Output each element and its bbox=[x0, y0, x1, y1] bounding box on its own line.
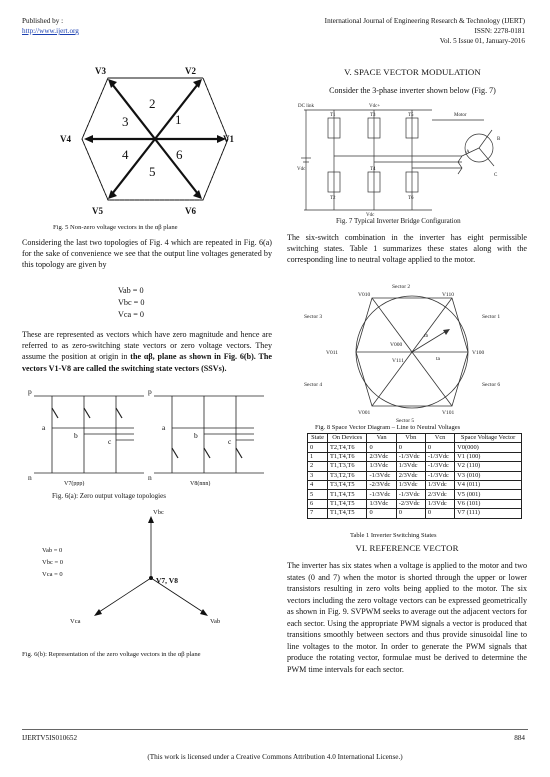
fig5-sector-2: 2 bbox=[149, 96, 156, 111]
fig8-v011: V011 bbox=[326, 350, 339, 356]
table-row bbox=[308, 471, 522, 480]
fig7-label-t4: T4 bbox=[370, 167, 376, 172]
header-publisher: Published by : bbox=[22, 17, 64, 25]
fig6a-label-n2: n bbox=[148, 473, 152, 482]
fig6a-label-n1: n bbox=[28, 473, 32, 482]
cell: -1/3Vdc bbox=[425, 452, 454, 461]
fig7-label-t3: T3 bbox=[370, 113, 376, 118]
equation-vab: Vab = 0 bbox=[118, 286, 144, 295]
cell: 1/3Vdc bbox=[396, 480, 425, 489]
fig8-sector-3: Sector 3 bbox=[304, 314, 323, 320]
fig8-v010: V010 bbox=[358, 292, 371, 298]
cell: V4 (011) bbox=[455, 480, 522, 489]
fig8-sector-5: Sector 5 bbox=[396, 418, 415, 424]
fig6b-zero-vector-diagram bbox=[20, 506, 270, 646]
cell: V6 (101) bbox=[455, 499, 522, 508]
cell: T1,T4,T5 bbox=[328, 490, 367, 499]
cell: 0 bbox=[396, 443, 425, 452]
fig6b-vab: Vab = 0 bbox=[42, 547, 63, 554]
table-row bbox=[308, 443, 522, 452]
fig8-v110: V110 bbox=[442, 292, 455, 298]
fig5-sector-1: 1 bbox=[175, 112, 182, 127]
cell: 1/3Vdc bbox=[425, 499, 454, 508]
fig8-tb: tb bbox=[424, 333, 429, 339]
fig8-sector-2: Sector 2 bbox=[392, 284, 411, 290]
cell: 1/3Vdc bbox=[367, 462, 396, 471]
cell: T3,T4,T5 bbox=[328, 480, 367, 489]
cell: 0 bbox=[425, 509, 454, 518]
table-header-vcn: Vcn bbox=[425, 434, 454, 443]
cell: T2,T4,T6 bbox=[328, 443, 367, 452]
fig5-sector-3: 3 bbox=[122, 114, 129, 129]
fig8-v000: V000 bbox=[390, 342, 403, 348]
table-row bbox=[308, 452, 522, 461]
fig6b-axis-left: Vca bbox=[70, 618, 81, 625]
fig7-label-t2: T2 bbox=[330, 196, 336, 201]
fig8-sector-6: Sector 6 bbox=[482, 382, 501, 388]
cell: 2/3Vdc bbox=[367, 452, 396, 461]
table-header-vector: Space Voltage Vector bbox=[455, 434, 522, 443]
table-header-devices: On Devices bbox=[328, 434, 367, 443]
fig6a-label-a2: a bbox=[162, 423, 166, 432]
cell: 4 bbox=[308, 480, 328, 489]
fig5-label-v5: V5 bbox=[92, 206, 103, 216]
cell: 5 bbox=[308, 490, 328, 499]
footer-divider bbox=[22, 729, 528, 730]
fig6a-label-p1: p bbox=[28, 388, 32, 396]
equation-vbc: Vbc = 0 bbox=[118, 298, 145, 307]
cell: 7 bbox=[308, 509, 328, 518]
cell: T3,T2,T6 bbox=[328, 471, 367, 480]
table-row bbox=[308, 499, 522, 508]
table-header-state: State bbox=[308, 434, 328, 443]
cell: -1/3Vdc bbox=[396, 452, 425, 461]
fig7-label-motor: Motor bbox=[454, 113, 467, 118]
fig8-sector-1: Sector 1 bbox=[482, 314, 501, 320]
table-row bbox=[308, 490, 522, 499]
table-row bbox=[308, 462, 522, 471]
cell: T1,T4,T6 bbox=[328, 452, 367, 461]
fig5-label-v2: V2 bbox=[185, 66, 196, 76]
fig6a-topologies-diagram bbox=[24, 388, 274, 486]
fig5-sector-6: 6 bbox=[176, 147, 183, 162]
cell: 0 bbox=[425, 443, 454, 452]
table-header-vbn: Vbn bbox=[396, 434, 425, 443]
fig8-v100: V100 bbox=[472, 350, 485, 356]
fig5-sector-4: 4 bbox=[122, 147, 129, 162]
cell: 2 bbox=[308, 462, 328, 471]
fig5-label-v4: V4 bbox=[60, 134, 71, 144]
table-row bbox=[308, 509, 522, 518]
switching-states-table bbox=[307, 433, 522, 519]
cell: V2 (110) bbox=[455, 462, 522, 471]
right-paragraph-1: The six-switch combination in the inverter has eight permissible switching states. Table 1 summarizes these states along with the corresponding line to neutral voltage applied to the motor. bbox=[287, 233, 527, 265]
cell: 0 bbox=[367, 509, 396, 518]
fig6b-axis-right: Vab bbox=[210, 618, 221, 625]
left-paragraph-2a: These are represented as vectors which have zero magnitude and hence are referred to as zero-switching state vectors or zero voltage vectors. They assume the position at origin in bbox=[22, 330, 272, 362]
fig6a-label-v7: V7(ppp) bbox=[64, 481, 85, 486]
fig6b-axis-top: Vbc bbox=[153, 509, 164, 516]
fig5-label-v1: V1 bbox=[223, 134, 234, 144]
cell: V0(000) bbox=[455, 443, 522, 452]
fig7-label-a: A bbox=[466, 150, 470, 155]
footer-paper-id: IJERTV5IS010652 bbox=[22, 734, 78, 742]
equation-vca: Vca = 0 bbox=[118, 310, 144, 319]
left-paragraph-2b: the αβ, plane as shown in Fig. 6(b). The vectors V1-V8 are called the switching state vectors (SSVs). bbox=[22, 352, 272, 373]
left-paragraph-2 bbox=[22, 329, 272, 374]
cell: 2/3Vdc bbox=[425, 490, 454, 499]
table-header-van: Van bbox=[367, 434, 396, 443]
fig6a-label-c2: c bbox=[228, 437, 232, 446]
fig8-v111: V111 bbox=[392, 358, 404, 364]
fig7-label-dclink: DC link bbox=[298, 104, 314, 109]
fig5-hexagon-diagram bbox=[60, 64, 250, 224]
cell: T1,T4,T5 bbox=[328, 509, 367, 518]
cell: 3 bbox=[308, 471, 328, 480]
cell: 1 bbox=[308, 452, 328, 461]
fig6a-caption: Fig. 6(a): Zero output voltage topologies bbox=[52, 492, 166, 500]
cell: -1/3Vdc bbox=[396, 490, 425, 499]
header-volume: Vol. 5 Issue 01, January-2016 bbox=[439, 37, 525, 45]
fig6a-label-a1: a bbox=[42, 423, 46, 432]
right-intro: Consider the 3-phase inverter shown below (Fig. 7) bbox=[329, 86, 496, 95]
cell: 1/3Vdc bbox=[425, 480, 454, 489]
fig6b-v78: V7, V8 bbox=[156, 576, 178, 585]
fig8-ta: ta bbox=[436, 356, 440, 362]
cell: -1/3Vdc bbox=[425, 471, 454, 480]
fig7-label-t5: T5 bbox=[408, 113, 414, 118]
fig6a-label-c1: c bbox=[108, 437, 112, 446]
cell: T1,T3,T6 bbox=[328, 462, 367, 471]
right-paragraph-2: The inverter has six states when a voltage is applied to the motor and two states (0 and 7) when the motor is shorted through the upper or lower transistors resulting in zero volts being applied to the motor. The six vectors including the zero voltage vectors can be expressed geometrically as shown in Fig. 9. SVPWM seeks to average out the adjacent vectors for each sector. Using the appropriate PWM signals a vector is produced that transitions smoothly between sectors and thus provide sinusoidal line to line voltages to the motor. In order to generate the PWM signals that produce the rotating vector, formulae must be derived to determine the PWM time intervals for each sector. bbox=[287, 561, 527, 674]
fig8-v001: V001 bbox=[358, 410, 371, 416]
fig8-caption: Fig. 8 Space Vector Diagram – Line to Neutral Voltages bbox=[315, 424, 461, 431]
fig6a-label-v8: V8(nnn) bbox=[190, 481, 211, 486]
fig5-sector-5: 5 bbox=[149, 164, 156, 179]
fig7-label-t1: T1 bbox=[330, 113, 336, 118]
fig6b-vca: Vca = 0 bbox=[42, 571, 63, 578]
cell: T1,T4,T5 bbox=[328, 499, 367, 508]
table-row bbox=[308, 480, 522, 489]
fig6a-label-b1: b bbox=[74, 431, 78, 440]
fig6a-label-b2: b bbox=[194, 431, 198, 440]
header-journal: International Journal of Engineering Research & Technology (IJERT) bbox=[324, 17, 525, 25]
fig5-label-v3: V3 bbox=[95, 66, 106, 76]
fig6b-caption: Fig. 6(b): Representation of the zero voltage vectors in the αβ plane bbox=[22, 651, 201, 658]
cell: -1/3Vdc bbox=[367, 471, 396, 480]
cell: V5 (001) bbox=[455, 490, 522, 499]
fig7-label-t6: T6 bbox=[408, 196, 414, 201]
cell: V3 (010) bbox=[455, 471, 522, 480]
fig7-inverter-bridge-diagram bbox=[294, 100, 526, 216]
header-issn: ISSN: 2278-0181 bbox=[474, 27, 525, 35]
fig8-space-vector-diagram bbox=[300, 282, 525, 424]
left-paragraph-1: Considering the last two topologies of Fig. 4 which are repeated in Fig. 6(a) for the sake of convenience we see that the output line voltages generated by this topology are given by bbox=[22, 238, 272, 270]
cell: 0 bbox=[396, 509, 425, 518]
fig5-caption: Fig. 5 Non-zero voltage vectors in the αβ plane bbox=[53, 224, 178, 231]
cell: 2/3Vdc bbox=[396, 471, 425, 480]
cell: -1/3Vdc bbox=[367, 490, 396, 499]
fig7-caption: Fig. 7 Typical Inverter Bridge Configuration bbox=[336, 217, 461, 225]
cell: -1/3Vdc bbox=[425, 462, 454, 471]
cell: V1 (100) bbox=[455, 452, 522, 461]
table-caption: Table 1 Inverter Switching States bbox=[350, 532, 437, 539]
cell: V7 (111) bbox=[455, 509, 522, 518]
footer-license: (This work is licensed under a Creative Commons Attribution 4.0 International License.) bbox=[147, 753, 403, 761]
fig7-label-b: B bbox=[497, 137, 501, 142]
cell: 0 bbox=[367, 443, 396, 452]
fig8-sector-4: Sector 4 bbox=[304, 382, 323, 388]
cell: -2/3Vdc bbox=[396, 499, 425, 508]
cell: 1/3Vdc bbox=[396, 462, 425, 471]
fig7-label-vdcplus: Vdc+ bbox=[369, 104, 381, 109]
cell: -2/3Vdc bbox=[367, 480, 396, 489]
fig7-label-c: C bbox=[494, 173, 498, 178]
header-link[interactable]: http://www.ijert.org bbox=[22, 27, 79, 35]
cell: 0 bbox=[308, 443, 328, 452]
table-header-row bbox=[308, 434, 522, 443]
section-6-title: VI. REFERENCE VECTOR bbox=[355, 543, 459, 553]
section-5-title: V. SPACE VECTOR MODULATION bbox=[344, 67, 481, 77]
fig7-label-vdc-source: Vdc bbox=[297, 167, 306, 172]
fig6a-label-p2: p bbox=[148, 388, 152, 396]
fig7-label-vdc-bottom: Vdc bbox=[366, 213, 375, 216]
fig8-v101: V101 bbox=[442, 410, 455, 416]
fig6b-vbc: Vbc = 0 bbox=[42, 559, 63, 566]
cell: 6 bbox=[308, 499, 328, 508]
footer-page-number: 884 bbox=[514, 734, 525, 742]
cell: 1/3Vdc bbox=[367, 499, 396, 508]
fig5-label-v6: V6 bbox=[185, 206, 196, 216]
